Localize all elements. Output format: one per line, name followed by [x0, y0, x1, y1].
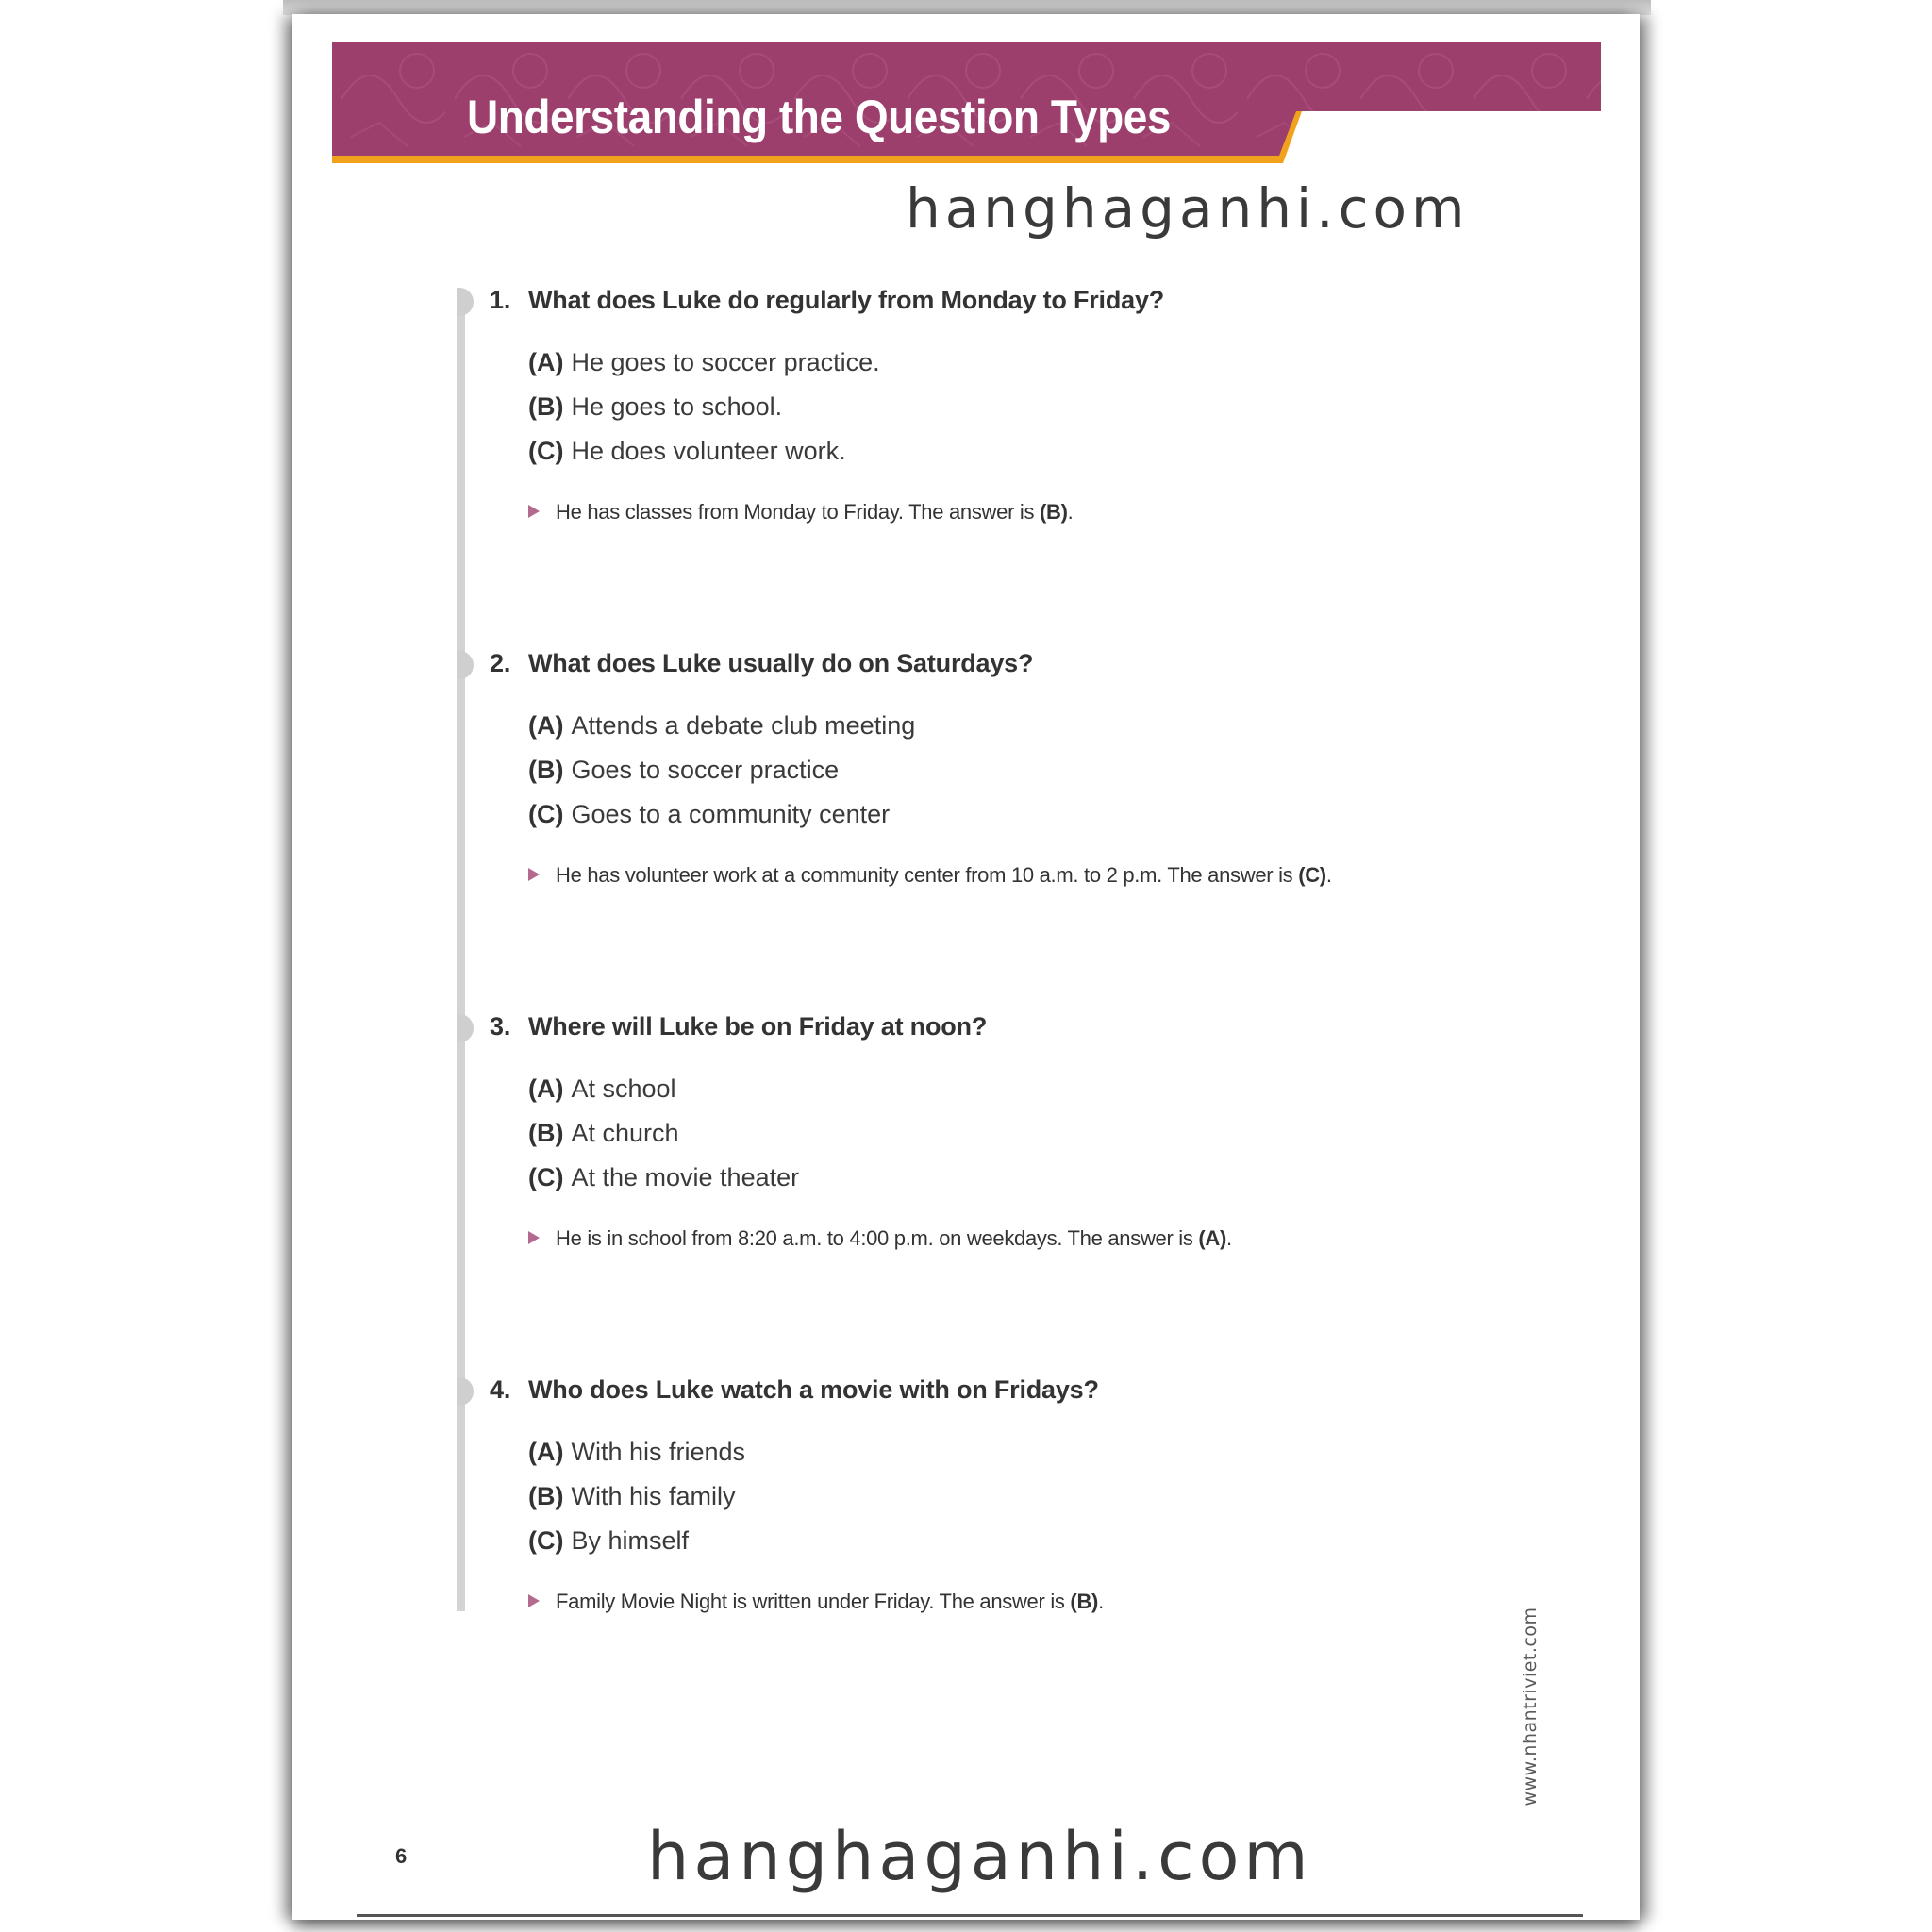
triangle-right-icon	[528, 1594, 540, 1607]
question-heading	[490, 649, 1033, 678]
question-rail	[457, 291, 465, 1611]
question-tab-marker	[457, 651, 474, 679]
option-text: Goes to a community center	[571, 800, 891, 828]
explanation	[528, 1226, 1232, 1251]
explanation-text: Family Movie Night is written under Friday. The answer is	[556, 1590, 1071, 1613]
option-letter: (B)	[528, 756, 564, 784]
option-letter: (B)	[528, 1119, 564, 1147]
explanation	[528, 500, 1073, 525]
option-text: At church	[571, 1119, 679, 1147]
triangle-right-icon	[528, 1231, 540, 1244]
question-text: Who does Luke watch a movie with on Fridays?	[528, 1375, 1099, 1404]
question-text: What does Luke do regularly from Monday to Friday?	[528, 286, 1165, 314]
option-text: Goes to soccer practice	[571, 756, 840, 784]
question-number: 3.	[490, 1012, 511, 1041]
explanation-end: .	[1067, 500, 1074, 524]
option-letter: (C)	[528, 1526, 564, 1555]
question-number: 2.	[490, 649, 511, 677]
question-tab-marker	[457, 288, 474, 316]
option-c	[528, 1163, 799, 1192]
option-letter: (A)	[528, 1438, 564, 1466]
header-banner	[332, 42, 1601, 184]
triangle-right-icon	[528, 868, 540, 881]
question-number: 1.	[490, 286, 511, 314]
option-text: He goes to soccer practice.	[571, 348, 880, 376]
option-b	[528, 756, 839, 785]
option-letter: (A)	[528, 348, 564, 376]
page-title: Understanding the Question Types	[467, 91, 1172, 143]
question-text: What does Luke usually do on Saturdays?	[528, 649, 1034, 677]
question-number: 4.	[490, 1375, 511, 1404]
option-b	[528, 1119, 679, 1148]
explanation	[528, 863, 1332, 888]
explanation-text: He is in school from 8:20 a.m. to 4:00 p.m. on weekdays. The answer is	[556, 1226, 1199, 1250]
option-letter: (A)	[528, 1074, 564, 1103]
option-b	[528, 392, 782, 422]
watermark-bottom: hanghaganhi.com	[647, 1818, 1313, 1895]
option-text: By himself	[571, 1526, 690, 1555]
option-a	[528, 711, 915, 741]
question-heading	[490, 1375, 1099, 1405]
page-bottom-edge	[357, 1914, 1583, 1917]
explanation-text: He has classes from Monday to Friday. The answer is	[556, 500, 1041, 524]
explanation-end: .	[1325, 863, 1332, 887]
answer-label: (B)	[1040, 500, 1068, 524]
answer-label: (B)	[1070, 1590, 1099, 1613]
background-shadow	[283, 0, 1651, 15]
option-letter: (B)	[528, 1482, 564, 1510]
explanation-end: .	[1098, 1590, 1104, 1613]
option-b	[528, 1482, 736, 1511]
explanation	[528, 1590, 1104, 1614]
option-text: At school	[571, 1074, 676, 1103]
option-text: With his family	[571, 1482, 736, 1510]
option-a	[528, 1074, 676, 1104]
option-letter: (C)	[528, 800, 564, 828]
explanation-text: He has volunteer work at a community center from 10 a.m. to 2 p.m. The answer is	[556, 863, 1299, 887]
option-a	[528, 348, 880, 377]
answer-label: (C)	[1298, 863, 1326, 887]
publisher-url: www.nhantriviet.com	[1520, 1607, 1541, 1807]
page-number: 6	[395, 1844, 408, 1868]
option-letter: (A)	[528, 711, 564, 740]
question-heading	[490, 286, 1164, 315]
option-text: He goes to school.	[571, 392, 783, 421]
option-a	[528, 1438, 745, 1467]
explanation-end: .	[1226, 1226, 1232, 1250]
option-c	[528, 437, 846, 466]
document-page	[292, 14, 1640, 1920]
question-tab-marker	[457, 1014, 474, 1042]
option-letter: (C)	[528, 437, 564, 465]
triangle-right-icon	[528, 505, 540, 518]
answer-label: (A)	[1198, 1226, 1227, 1250]
question-tab-marker	[457, 1377, 474, 1406]
option-text: At the movie theater	[571, 1163, 800, 1191]
watermark-top: hanghaganhi.com	[906, 176, 1470, 241]
question-heading	[490, 1012, 987, 1041]
option-letter: (B)	[528, 392, 564, 421]
option-text: With his friends	[571, 1438, 746, 1466]
option-c	[528, 800, 890, 829]
option-text: Attends a debate club meeting	[571, 711, 916, 740]
option-c	[528, 1526, 689, 1556]
option-text: He does volunteer work.	[571, 437, 846, 465]
option-letter: (C)	[528, 1163, 564, 1191]
question-text: Where will Luke be on Friday at noon?	[528, 1012, 988, 1041]
